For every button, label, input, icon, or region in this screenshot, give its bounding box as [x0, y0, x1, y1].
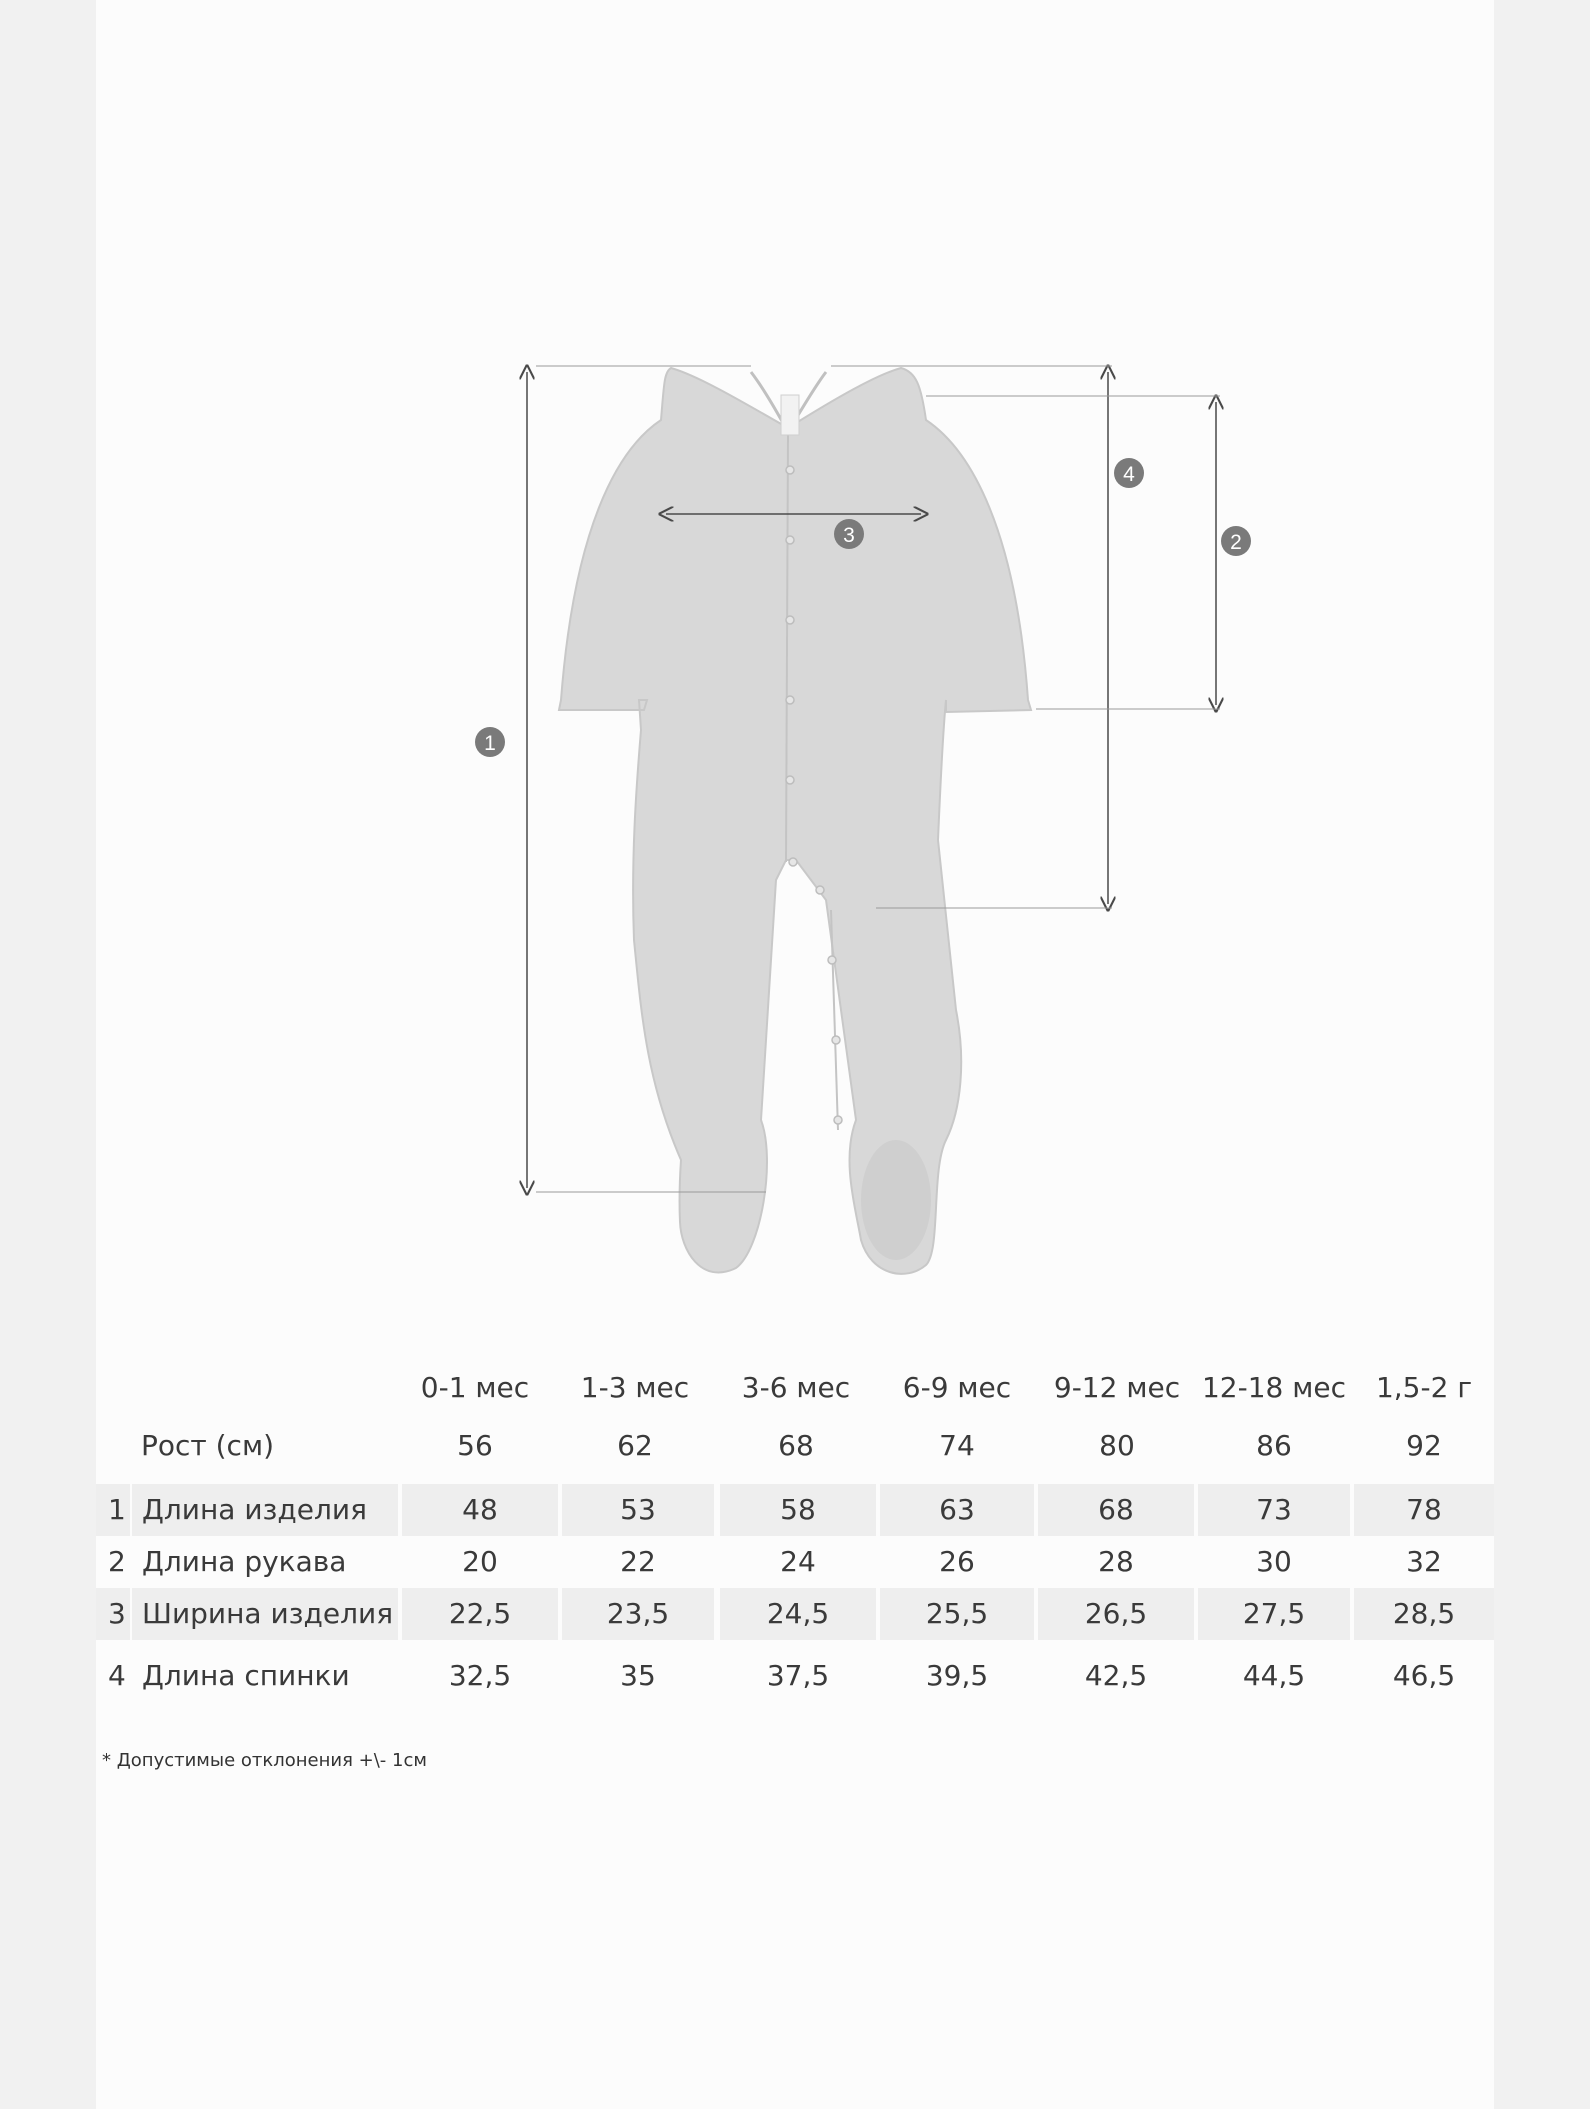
row-label: Длина рукава: [142, 1545, 347, 1578]
table-cell: 25,5: [880, 1588, 1034, 1640]
marker-3-badge: [834, 519, 864, 549]
marker-1-badge: [475, 727, 505, 757]
table-cell: 48: [402, 1484, 558, 1536]
row-label: Длина спинки: [142, 1659, 350, 1692]
table-row-width: [96, 1588, 1494, 1640]
table-cell: 44,5: [1242, 1659, 1306, 1692]
table-cell: 63: [880, 1484, 1034, 1536]
garment-diagram: [96, 0, 1494, 1320]
table-cell: 92: [1406, 1429, 1442, 1462]
table-cell: 20: [462, 1545, 498, 1578]
table-row-height: [96, 1420, 1494, 1472]
row-label: Рост (см): [141, 1429, 274, 1462]
size-chart-page: [96, 0, 1494, 2109]
table-cell: 39,5: [925, 1659, 989, 1692]
table-cell: 24: [780, 1545, 816, 1578]
row-number: 3: [96, 1588, 130, 1640]
sleepsuit-body: [559, 368, 1031, 1274]
table-cell: 62: [617, 1429, 653, 1462]
row-number: 4: [108, 1659, 126, 1692]
table-cell: 27,5: [1198, 1588, 1350, 1640]
table-cell: 80: [1099, 1429, 1135, 1462]
marker-1-text: 1: [484, 732, 496, 755]
foot-pad: [861, 1140, 931, 1260]
table-cell: 42,5: [1084, 1659, 1148, 1692]
column-header: 0-1 мес: [420, 1371, 530, 1404]
marker-2-text: 2: [1230, 531, 1242, 554]
marker-4-badge: [1114, 458, 1144, 488]
table-cell: 23,5: [562, 1588, 714, 1640]
sleepsuit-illustration: [559, 368, 1031, 1274]
table-cell: 74: [939, 1429, 975, 1462]
column-header: 9-12 мес: [1053, 1371, 1181, 1404]
table-cell: 78: [1354, 1484, 1494, 1536]
table-cell: 26,5: [1038, 1588, 1194, 1640]
table-row-back-length: [96, 1650, 1494, 1702]
row-label: Ширина изделия: [132, 1588, 398, 1640]
marker-4-text: 4: [1123, 463, 1135, 486]
row-number: 1: [96, 1484, 130, 1536]
column-header: 6-9 мес: [902, 1371, 1012, 1404]
garment-tag: [781, 395, 799, 435]
column-header: 3-6 мес: [741, 1371, 851, 1404]
table-cell: 30: [1256, 1545, 1292, 1578]
table-cell: 32,5: [448, 1659, 512, 1692]
table-cell: 68: [1038, 1484, 1194, 1536]
table-cell: 26: [939, 1545, 975, 1578]
table-cell: 35: [620, 1659, 656, 1692]
column-header: 1-3 мес: [580, 1371, 690, 1404]
table-cell: 22,5: [402, 1588, 558, 1640]
table-row-sleeve: [96, 1536, 1494, 1588]
table-cell: 68: [778, 1429, 814, 1462]
table-cell: 28,5: [1354, 1588, 1494, 1640]
tolerance-footnote: * Допустимые отклонения +\- 1см: [102, 1750, 427, 1771]
table-cell: 58: [720, 1484, 876, 1536]
table-cell: 46,5: [1392, 1659, 1456, 1692]
marker-2-badge: [1221, 526, 1251, 556]
marker-3-text: 3: [843, 524, 855, 547]
row-number: 2: [108, 1545, 126, 1578]
table-cell: 32: [1406, 1545, 1442, 1578]
table-cell: 73: [1198, 1484, 1350, 1536]
table-row-length: [96, 1484, 1494, 1536]
table-cell: 53: [562, 1484, 714, 1536]
table-header: [96, 1362, 1494, 1414]
table-cell: 24,5: [720, 1588, 876, 1640]
table-cell: 86: [1256, 1429, 1292, 1462]
table-cell: 22: [620, 1545, 656, 1578]
table-cell: 28: [1098, 1545, 1134, 1578]
table-cell: 56: [457, 1429, 493, 1462]
table-cell: 37,5: [766, 1659, 830, 1692]
column-header: 1,5-2 г: [1375, 1371, 1473, 1404]
column-header: 12-18 мес: [1201, 1371, 1346, 1404]
row-label: Длина изделия: [132, 1484, 398, 1536]
